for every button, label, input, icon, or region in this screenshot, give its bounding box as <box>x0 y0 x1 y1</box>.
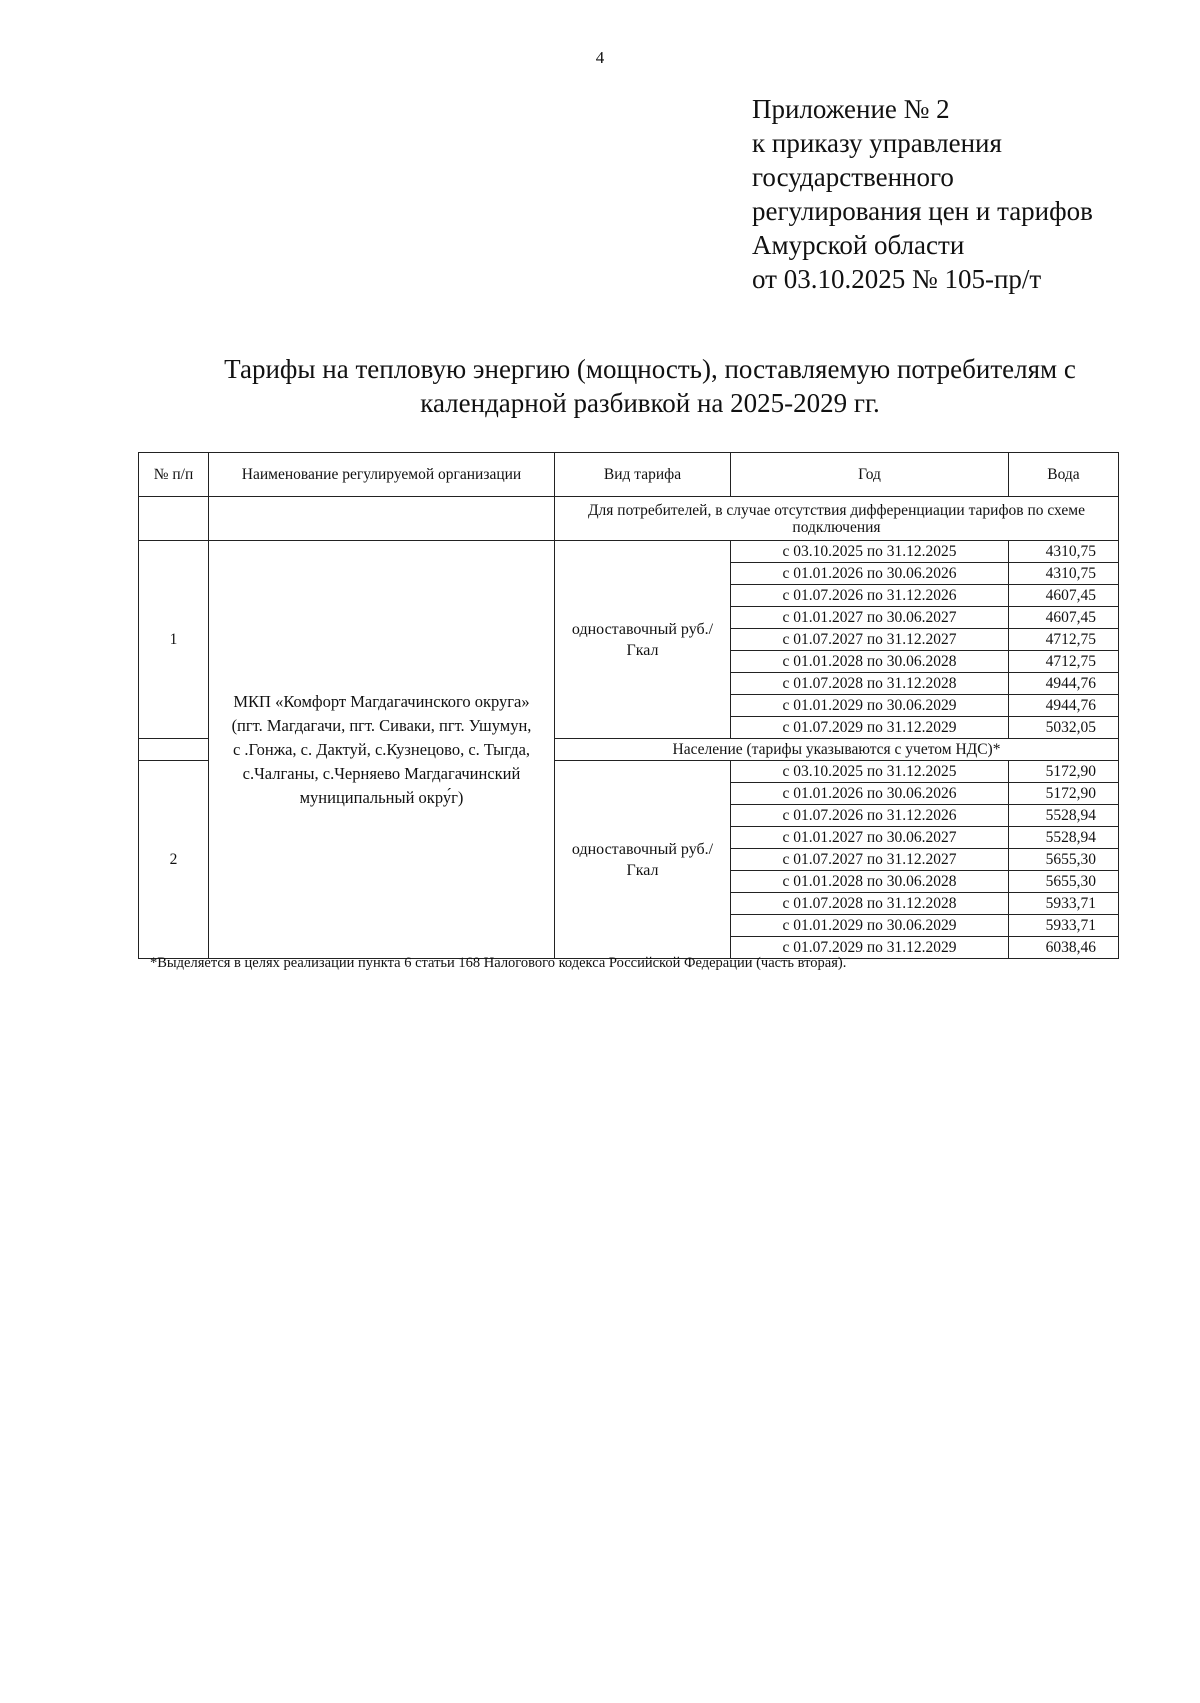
period-cell: с 03.10.2025 по 31.12.2025 <box>731 541 1009 563</box>
row-number: 1 <box>139 541 209 739</box>
document-title-line: Тарифы на тепловую энергию (мощность), поставляемую потребителям с <box>224 354 1076 384</box>
water-value-cell: 5172,90 <box>1009 761 1119 783</box>
water-value-cell: 4944,76 <box>1009 695 1119 717</box>
water-value-cell: 4310,75 <box>1009 563 1119 585</box>
tariff-table <box>138 452 1119 959</box>
appendix-line: Амурской области <box>752 230 965 260</box>
appendix-block <box>752 92 1093 296</box>
table-header-row <box>139 453 1119 497</box>
header-num: № п/п <box>139 453 209 497</box>
water-value-cell: 5528,94 <box>1009 805 1119 827</box>
water-value-cell: 5172,90 <box>1009 783 1119 805</box>
period-cell: с 01.07.2027 по 31.12.2027 <box>731 629 1009 651</box>
water-value-cell: 4607,45 <box>1009 585 1119 607</box>
page-number: 4 <box>595 48 605 67</box>
group-label: Для потребителей, в случае отсутствия дифференциации тарифов по схеме подключения <box>555 497 1119 541</box>
period-cell: с 01.01.2027 по 30.06.2027 <box>731 827 1009 849</box>
period-cell: с 01.01.2029 по 30.06.2029 <box>731 915 1009 937</box>
period-cell: с 01.01.2026 по 30.06.2026 <box>731 563 1009 585</box>
row-number: 2 <box>139 761 209 959</box>
appendix-line: к приказу управления <box>752 128 1002 158</box>
period-cell: с 01.07.2029 по 31.12.2029 <box>731 717 1009 739</box>
period-cell: с 01.07.2026 по 31.12.2026 <box>731 805 1009 827</box>
group-label: Население (тарифы указываются с учетом НДС)* <box>555 739 1119 761</box>
header-tariff-type: Вид тарифа <box>555 453 731 497</box>
header-year: Год <box>731 453 1009 497</box>
empty-cell <box>139 497 209 541</box>
empty-cell <box>209 497 555 541</box>
appendix-line: Приложение № 2 <box>752 94 950 124</box>
empty-cell <box>139 739 209 761</box>
footnote: *Выделяется в целях реализации пункта 6 статьи 168 Налогового кодекса Российской Федерации (часть вторая). <box>150 955 847 971</box>
document-title-line: календарной разбивкой на 2025-2029 гг. <box>420 388 880 418</box>
water-value-cell: 5655,30 <box>1009 871 1119 893</box>
period-cell: с 01.01.2028 по 30.06.2028 <box>731 651 1009 673</box>
group-label-row <box>139 497 1119 541</box>
appendix-line: от 03.10.2025 № 105-пр/т <box>752 264 1042 294</box>
water-value-cell: 4712,75 <box>1009 651 1119 673</box>
header-organization: Наименование регулируемой организации <box>209 453 555 497</box>
water-value-cell: 5933,71 <box>1009 893 1119 915</box>
water-value-cell: 4944,76 <box>1009 673 1119 695</box>
water-value-cell: 5655,30 <box>1009 849 1119 871</box>
period-cell: с 01.01.2026 по 30.06.2026 <box>731 783 1009 805</box>
water-value-cell: 4310,75 <box>1009 541 1119 563</box>
period-cell: с 01.07.2027 по 31.12.2027 <box>731 849 1009 871</box>
period-cell: с 01.07.2029 по 31.12.2029 <box>731 937 1009 959</box>
period-cell: с 01.07.2028 по 31.12.2028 <box>731 673 1009 695</box>
water-value-cell: 6038,46 <box>1009 937 1119 959</box>
water-value-cell: 5933,71 <box>1009 915 1119 937</box>
period-cell: с 01.07.2028 по 31.12.2028 <box>731 893 1009 915</box>
tariff-type: одноставочный руб./Гкал <box>555 541 731 739</box>
period-cell: с 01.01.2027 по 30.06.2027 <box>731 607 1009 629</box>
header-water: Вода <box>1009 453 1119 497</box>
period-cell: с 01.07.2026 по 31.12.2026 <box>731 585 1009 607</box>
period-cell: с 03.10.2025 по 31.12.2025 <box>731 761 1009 783</box>
appendix-line: государственного <box>752 162 954 192</box>
organization-name: МКП «Комфорт Магдагачинского округа» (пгт. Магдагачи, пгт. Сиваки, пгт. Ушумун, с .Гонжа, с. Дактуй, с.Кузнецово, с. Тыгда, с.Чалганы, с.Черняево Магдагачинский муниципальный окру́г) <box>209 541 555 959</box>
water-value-cell: 5528,94 <box>1009 827 1119 849</box>
water-value-cell: 4607,45 <box>1009 607 1119 629</box>
table-row <box>139 541 1119 563</box>
tariff-type: одноставочный руб./Гкал <box>555 761 731 959</box>
water-value-cell: 4712,75 <box>1009 629 1119 651</box>
water-value-cell: 5032,05 <box>1009 717 1119 739</box>
period-cell: с 01.01.2029 по 30.06.2029 <box>731 695 1009 717</box>
appendix-line: регулирования цен и тарифов <box>752 196 1093 226</box>
period-cell: с 01.01.2028 по 30.06.2028 <box>731 871 1009 893</box>
document-title <box>150 352 1150 420</box>
